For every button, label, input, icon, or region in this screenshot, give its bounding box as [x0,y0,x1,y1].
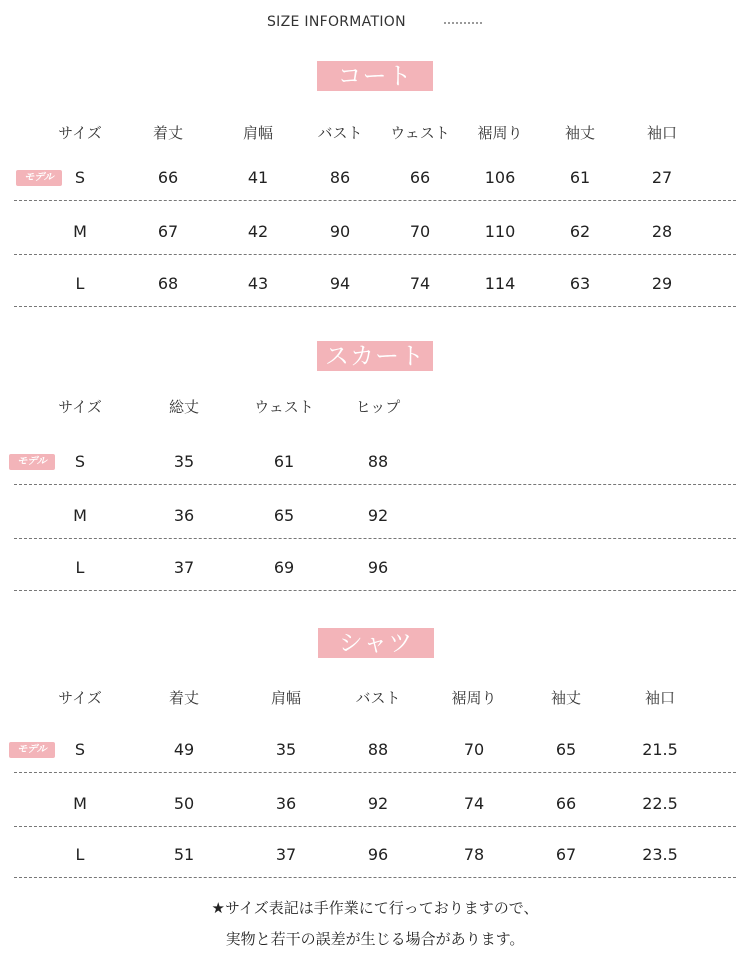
column-header: ウェスト [254,398,314,416]
note-line-2: 実物と若干の誤差が生じる場合があります。 [225,930,525,948]
table-cell: 61 [569,168,591,187]
row-divider [14,826,736,827]
table-cell: 37 [173,558,195,577]
size-label: M [73,506,87,525]
row-divider [14,772,736,773]
column-header: 肩幅 [270,689,301,707]
row-divider [14,484,736,485]
table-cell: 66 [555,794,577,813]
column-header: 裾周り [477,124,523,142]
row-divider [14,254,736,255]
table-cell: 74 [409,274,431,293]
table-cell: 114 [484,274,516,293]
column-header: 袖丈 [550,689,581,707]
column-header: 着丈 [152,124,183,142]
table-cell: 74 [463,794,485,813]
table-cell: 35 [275,740,297,759]
table-cell: 36 [173,506,195,525]
column-header: 総丈 [168,398,199,416]
table-cell: 23.5 [642,845,678,864]
table-cell: 43 [247,274,269,293]
section-title-3: シャツ [318,628,434,658]
column-header: 肩幅 [242,124,273,142]
row-divider [14,590,736,591]
table-cell: 69 [273,558,295,577]
table-cell: 78 [463,845,485,864]
table-cell: 94 [329,274,351,293]
table-cell: 35 [173,452,195,471]
section-title-2: スカート [317,341,433,371]
column-header: 袖口 [646,124,677,142]
column-header: サイズ [58,689,102,707]
table-cell: 61 [273,452,295,471]
model-badge: モデル [9,454,55,470]
table-cell: 110 [484,222,516,241]
table-cell: 21.5 [642,740,678,759]
row-divider [14,877,736,878]
column-header: 袖丈 [564,124,595,142]
column-header: バスト [355,689,401,707]
size-label: M [73,794,87,813]
size-label: L [75,845,85,864]
column-header: バスト [317,124,363,142]
table-cell: 70 [409,222,431,241]
column-header: 着丈 [168,689,199,707]
table-cell: 68 [157,274,179,293]
size-label: M [73,222,87,241]
table-cell: 92 [367,506,389,525]
size-label: L [75,274,85,293]
table-cell: 66 [409,168,431,187]
table-cell: 96 [367,558,389,577]
table-cell: 65 [555,740,577,759]
size-label: S [74,168,86,187]
table-cell: 29 [651,274,673,293]
table-cell: 51 [173,845,195,864]
size-label: L [75,558,85,577]
header-title: SIZE INFORMATION [267,14,406,30]
model-badge: モデル [16,170,62,186]
size-label: S [74,452,86,471]
column-header: 袖口 [644,689,675,707]
size-label: S [74,740,86,759]
row-divider [14,306,736,307]
table-cell: 27 [651,168,673,187]
table-cell: 50 [173,794,195,813]
column-header: ヒップ [355,398,401,416]
table-cell: 49 [173,740,195,759]
column-header: サイズ [58,398,102,416]
table-cell: 42 [247,222,269,241]
header-dots [444,22,482,24]
table-cell: 90 [329,222,351,241]
table-cell: 36 [275,794,297,813]
table-cell: 66 [157,168,179,187]
table-cell: 86 [329,168,351,187]
table-cell: 62 [569,222,591,241]
table-cell: 41 [247,168,269,187]
table-cell: 88 [367,740,389,759]
note-line-1: ★サイズ表記は手作業にて行っておりますので、 [211,899,539,917]
row-divider [14,538,736,539]
table-cell: 92 [367,794,389,813]
table-cell: 106 [484,168,516,187]
column-header: ウェスト [390,124,450,142]
table-cell: 67 [555,845,577,864]
table-cell: 96 [367,845,389,864]
table-cell: 28 [651,222,673,241]
table-cell: 22.5 [642,794,678,813]
table-cell: 37 [275,845,297,864]
table-cell: 70 [463,740,485,759]
table-cell: 65 [273,506,295,525]
table-cell: 88 [367,452,389,471]
table-cell: 63 [569,274,591,293]
table-cell: 67 [157,222,179,241]
column-header: 裾周り [451,689,497,707]
model-badge: モデル [9,742,55,758]
row-divider [14,200,736,201]
column-header: サイズ [58,124,102,142]
section-title-1: コート [317,61,433,91]
